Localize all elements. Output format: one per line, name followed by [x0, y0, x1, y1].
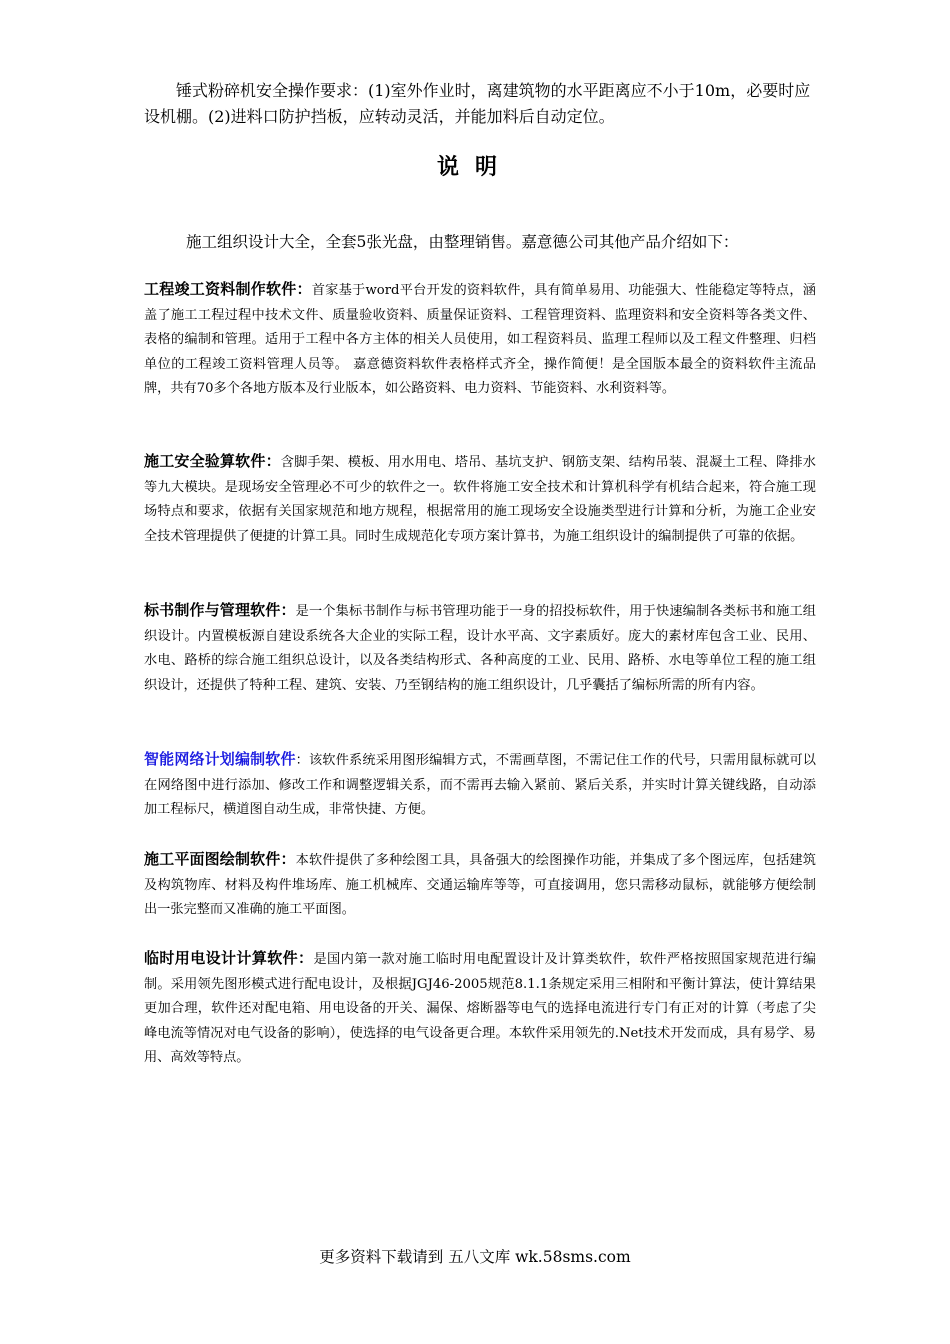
section-body: 是国内第一款对施工临时用电配置设计及计算类软件，软件严格按照国家规范进行编制。采用领先图形模式进行配电设计，及根据JGJ46-2005规范8.1.1条规定采用三相附和平衡计算法，使计算结果更加合理，软件还对配电箱、用电设备的开关、漏保、熔断器等电气的选择电流进行专门有正对的计算（考虑了尖峰电流等情况对电气设备的影响），使选择的电气设备更合理。本软件采用领先的.Net技术开发而成，具有易学、易用、高效等特点。	[144, 952, 816, 1065]
intro-paragraph: 锤式粉碎机安全操作要求：(1)室外作业时，离建筑物的水平距离应不小于10m，必要时应设机棚。(2)进料口防护挡板，应转动灵活，并能加料后自动定位。	[144, 81, 811, 126]
footer-text: 更多资料下载请到 五八文库 wk.58sms.com	[319, 1248, 631, 1266]
section-site-plan	[144, 847, 816, 923]
page-title: 说明	[436, 155, 513, 180]
subtitle-paragraph: 施工组织设计大全，全套5张光盘，由整理销售。嘉意德公司其他产品介绍如下：	[186, 233, 739, 251]
section-heading: 施工平面图绘制软件：	[144, 850, 296, 868]
section-body: 是一个集标书制作与标书管理功能于一身的招投标软件，用于快速编制各类标书和施工组织设计。内置模板源自建设系统各大企业的实际工程，设计水平高、文字素质好。庞大的素材库包含工业、民用、水电、路桥的综合施工组织总设计，以及各类结构形式、各种高度的工业、民用、路桥、水电等单位工程的施工组织设计，还提供了特种工程、建筑、安装、乃至钢结构的施工组织设计，几乎囊括了编标所需的所有内容。	[144, 604, 816, 693]
section-completion-docs	[144, 277, 816, 402]
section-body: 首家基于word平台开发的资料软件，具有简单易用、功能强大、性能稳定等特点，涵盖了施工工程过程中技术文件、质量验收资料、质量保证资料、工程管理资料、监理资料和安全资料等各类文件、表格的编制和管理。适用于工程中各方主体的相关人员使用，如工程资料员、监理工程师以及工程文件整理、归档单位的工程竣工资料管理人员等。 嘉意德资料软件表格样式齐全，操作简便！是全国版本最全的资料软件主流品牌，共有70多个各地方版本及行业版本，如公路资料、电力资料、节能资料、水利资料等。	[144, 283, 816, 396]
section-heading: 临时用电设计计算软件：	[144, 949, 314, 967]
section-body: 本软件提供了多种绘图工具，具备强大的绘图操作功能，并集成了多个图远库，包括建筑及构筑物库、材料及构件堆场库、施工机械库、交通运输库等等，可直接调用，您只需移动鼠标，就能够方便绘制出一张完整而又准确的施工平面图。	[144, 853, 816, 917]
section-body: 含脚手架、模板、用水用电、塔吊、基坑支护、钢筋支架、结构吊装、混凝土工程、降排水等九大模块。是现场安全管理必不可少的软件之一。软件将施工安全技术和计算机科学有机结合起来，符合施工现场特点和要求，依据有关国家规范和地方规程，根据常用的施工现场安全设施类型进行计算和分析，为施工企业安全技术管理提供了便捷的计算工具。同时生成规范化专项方案计算书，为施工组织设计的编制提供了可靠的依据。	[144, 455, 816, 544]
section-bid-docs	[144, 598, 816, 698]
section-heading-link[interactable]: 智能网络计划编制软件	[144, 750, 296, 768]
section-heading: 工程竣工资料制作软件：	[144, 280, 312, 298]
section-temp-power	[144, 946, 816, 1071]
section-heading: 施工安全验算软件：	[144, 452, 281, 470]
section-heading: 标书制作与管理软件：	[144, 601, 296, 619]
section-safety-calc	[144, 449, 816, 549]
section-body: ：该软件系统采用图形编辑方式，不需画草图，不需记住工作的代号，只需用鼠标就可以在网络图中进行添加、修改工作和调整逻辑关系，而不需再去输入紧前、紧后关系，并实时计算关键线路，自动添加工程标尺，横道图自动生成，非常快捷、方便。	[144, 753, 816, 817]
section-network-plan	[144, 747, 816, 823]
